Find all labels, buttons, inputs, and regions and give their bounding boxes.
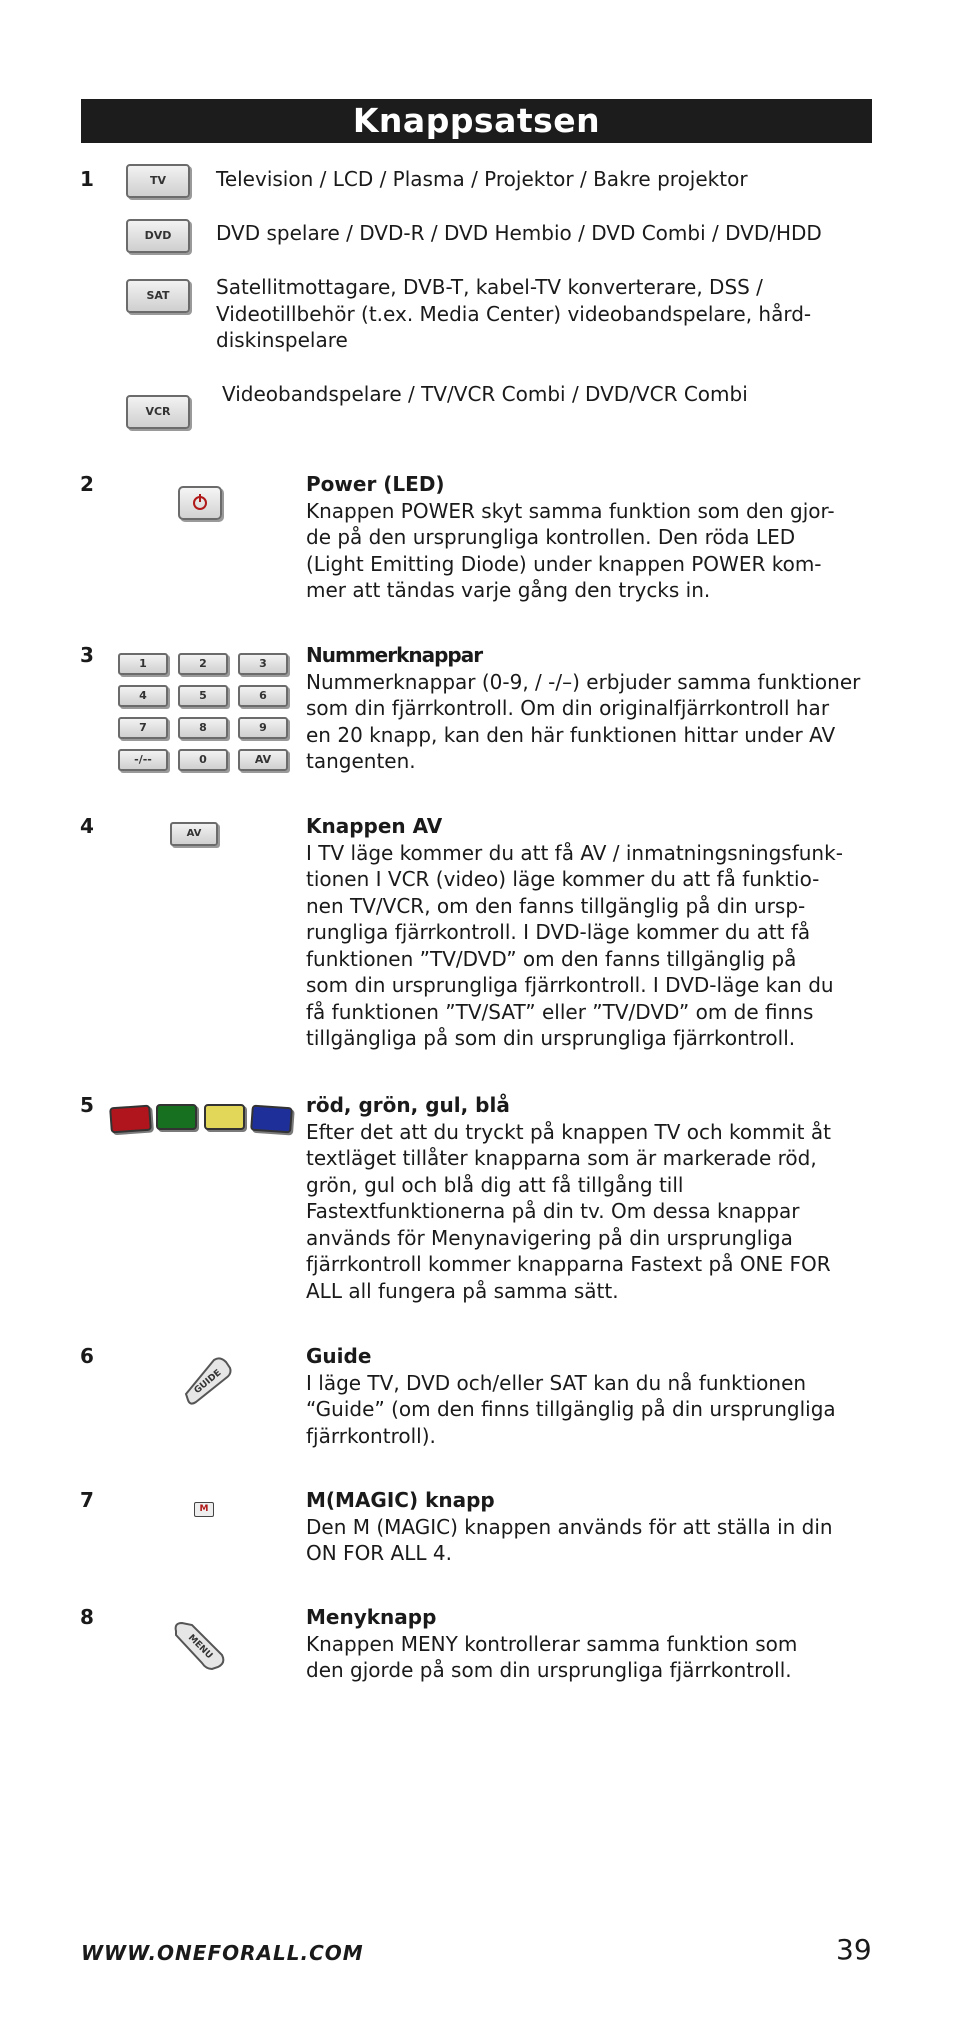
section-number-3: 3 (80, 643, 94, 667)
sat-key-icon: SAT (126, 279, 190, 313)
number-key: -/-- (118, 749, 168, 771)
av-text (306, 813, 843, 1052)
power-icon (180, 488, 220, 518)
color-keys-title: röd, grön, gul, blå (306, 1093, 510, 1117)
power-title: Power (LED) (306, 472, 445, 496)
number-key: AV (238, 749, 288, 771)
red-key-icon (109, 1105, 152, 1134)
number-key: 3 (238, 653, 288, 675)
magic-key-icon: M (194, 1502, 214, 1517)
number-key: 1 (118, 653, 168, 675)
page-number: 39 (836, 1933, 872, 1966)
number-key: 5 (178, 685, 228, 707)
number-key: 9 (238, 717, 288, 739)
power-text (306, 471, 835, 604)
number-keys-title: Nummerknappar (306, 643, 483, 667)
menu-key-label: MENU (185, 1632, 215, 1662)
vcr-key-icon: VCR (126, 395, 190, 429)
number-keys-body: Nummerknappar (0-9, / -/–) erbjuder samma funktioner som din fjärrkontroll. Om din originalfjärrkontroll har en 20 knapp, kan den här funktionen hittar under AV tangenten. (306, 669, 861, 773)
guide-key-icon (180, 1352, 236, 1412)
power-body: Knappen POWER skyt samma funktion som den gjor- de på den ursprungliga kontrollen. Den röda LED (Light Emitting Diode) under knappen POWER kom- mer att tändas varje gång den trycks in. (306, 498, 835, 602)
number-key: 4 (118, 685, 168, 707)
sat-description: Satellitmottagare, DVB-T, kabel-TV konverterare, DSS / Videotillbehör (t.ex. Media Center) videobandspelare, hård- diskinspelare (216, 275, 812, 352)
guide-title: Guide (306, 1344, 372, 1368)
section-number-5: 5 (80, 1093, 94, 1117)
tv-key-icon: TV (126, 164, 190, 198)
blue-key-icon (250, 1105, 293, 1134)
number-keys-text (306, 642, 860, 775)
color-keys-body: Efter det att du tryckt på knappen TV och kommit åt textläget tillåter knapparna som är markerade röd, grön, gul och blå dig att få tillgång till Fastextfunktionerna på din tv. Om dessa knappar används för Menynavigering på din ursprungliga fjärrkontroll kommer knapparna Fastext på ONE FOR ALL all fungera på samma sätt. (306, 1119, 831, 1303)
av-body: I TV läge kommer du att få AV / inmatningsningsfunk- tionen I VCR (video) läge kommer du att få funktio- nen TV/VCR, om den fanns tillgänglig på din ursp- rungliga fjärrkontroll. I DVD-läge kommer du att få funktionen ”TV/DVD” om den fanns tillgänglig på som din ursprungliga fjärrkontroll. I DVD-läge kan du få funktionen ”TV/SAT” eller ”TV/DVD” om de finns tillgängliga på som din ursprungliga fjärrkontroll. (306, 840, 843, 1050)
dvd-key-icon: DVD (126, 219, 190, 253)
guide-key-label: GUIDE (192, 1367, 224, 1397)
green-key-icon (156, 1104, 197, 1130)
number-key: 2 (178, 653, 228, 675)
av-key-icon: AV (170, 822, 218, 846)
section-number-8: 8 (80, 1605, 94, 1629)
section-number-4: 4 (80, 814, 94, 838)
section-number-6: 6 (80, 1344, 94, 1368)
section-number-7: 7 (80, 1488, 94, 1512)
av-title: Knappen AV (306, 814, 443, 838)
section-number-1: 1 (80, 167, 94, 191)
power-key-icon (178, 486, 222, 520)
menu-text (306, 1604, 797, 1684)
menu-title: Menyknapp (306, 1605, 437, 1629)
vcr-description: Videobandspelare / TV/VCR Combi / DVD/VCR Combi (222, 382, 748, 406)
page-title: Knappsatsen (81, 99, 872, 143)
number-key: 0 (178, 749, 228, 771)
guide-text (306, 1343, 836, 1449)
magic-text (306, 1487, 833, 1567)
menu-key-icon (170, 1617, 228, 1677)
magic-title: M(MAGIC) knapp (306, 1488, 495, 1512)
number-key: 7 (118, 717, 168, 739)
number-key: 6 (238, 685, 288, 707)
dvd-description: DVD spelare / DVD-R / DVD Hembio / DVD Combi / DVD/HDD (216, 221, 822, 245)
menu-body: Knappen MENY kontrollerar samma funktion som den gjorde på som din ursprungliga fjärrkontroll. (306, 1631, 798, 1682)
tv-description: Television / LCD / Plasma / Projektor / Bakre projektor (216, 167, 748, 191)
guide-body: I läge TV, DVD och/eller SAT kan du nå funktionen “Guide” (om den finns tillgänglig på din ursprungliga fjärrkontroll). (306, 1370, 836, 1448)
section-number-2: 2 (80, 472, 94, 496)
yellow-key-icon (204, 1104, 245, 1130)
number-key: 8 (178, 717, 228, 739)
footer-url: WWW.ONEFORALL.COM (81, 1941, 364, 1965)
color-keys-text (306, 1092, 831, 1304)
magic-body: Den M (MAGIC) knappen används för att ställa in din ON FOR ALL 4. (306, 1514, 833, 1565)
